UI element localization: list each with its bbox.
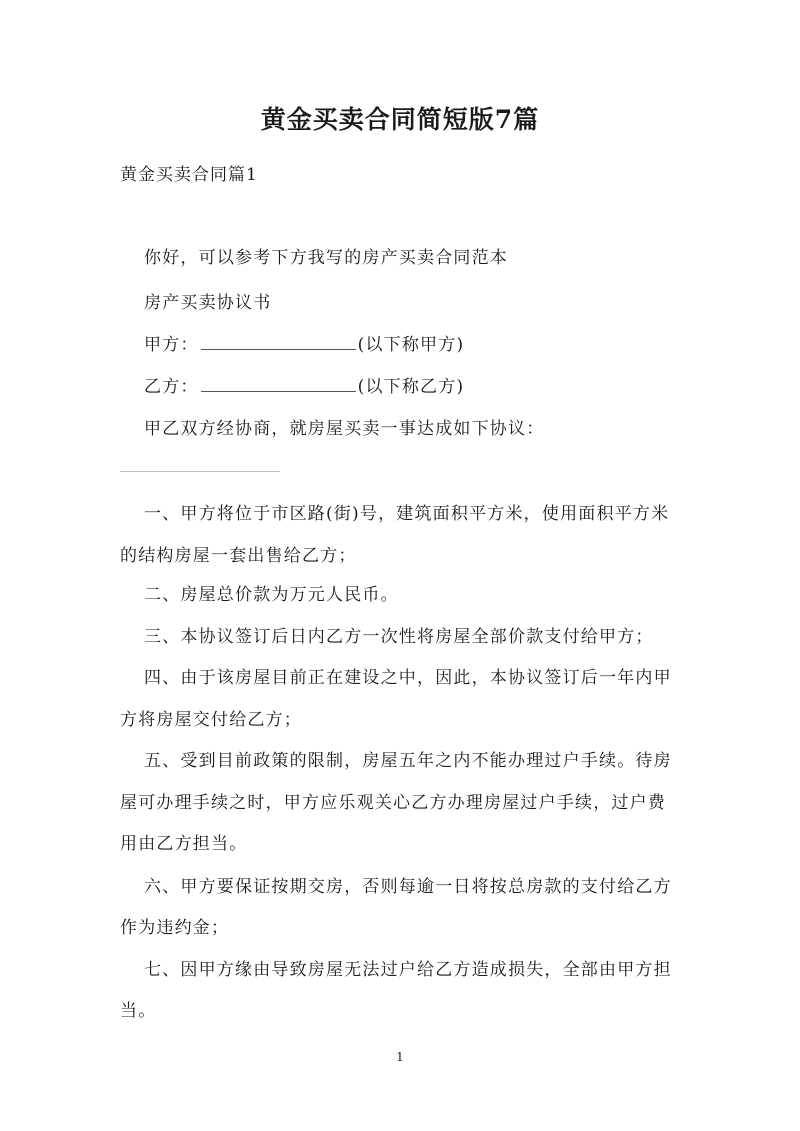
preamble: 甲乙双方经协商，就房屋买卖一事达成如下协议： [144,419,545,439]
party-b-label: 乙方： [144,377,199,397]
clause-5-line-2: 屋可办理手续之时，甲方应乐观关心乙方办理房屋过户手续，过户费 [120,793,666,813]
separator-line [120,471,280,472]
clause-5-line-1: 五、受到目前政策的限制，房屋五年之内不能办理过户手续。待房 [144,751,672,771]
document-title: 黄金买卖合同简短版7篇 [260,105,540,134]
agreement-title: 房产买卖协议书 [144,293,272,313]
intro-text: 你好，可以参考下方我写的房产买卖合同范本 [144,248,508,268]
clause-6-line-2: 作为违约金； [120,918,230,938]
clause-1-line-2: 的结构房屋一套出售给乙方； [120,546,357,566]
party-b-suffix: (以下称乙方) [357,377,465,397]
party-a-line [144,330,464,355]
party-a-label: 甲方： [144,335,199,355]
clause-7-line-1: 七、因甲方缘由导致房屋无法过户给乙方造成损失，全部由甲方担 [144,960,672,980]
party-a-suffix: (以下称甲方) [357,335,465,355]
party-b-blank [201,376,356,392]
clause-6-line-1: 六、甲方要保证按期交房，否则每逾一日将按总房款的支付给乙方 [144,877,672,897]
clause-2-line-1: 二、房屋总价款为万元人民币。 [144,585,399,605]
clause-7-line-2: 当。 [120,1001,157,1021]
page-number: 1 [396,1050,404,1064]
clause-4-line-2: 方将房屋交付给乙方； [120,710,302,730]
party-a-blank [201,334,356,350]
party-b-line [144,372,464,397]
clause-4-line-1: 四、由于该房屋目前正在建设之中，因此，本协议签订后一年内甲 [144,668,672,688]
clause-3-line-1: 三、本协议签订后日内乙方一次性将房屋全部价款支付给甲方； [144,627,654,647]
clause-5-line-3: 用由乙方担当。 [120,834,248,854]
clause-1-line-1: 一、甲方将位于市区路(街)号，建筑面积平方米，使用面积平方米 [144,504,670,524]
section-heading: 黄金买卖合同篇1 [120,165,258,185]
